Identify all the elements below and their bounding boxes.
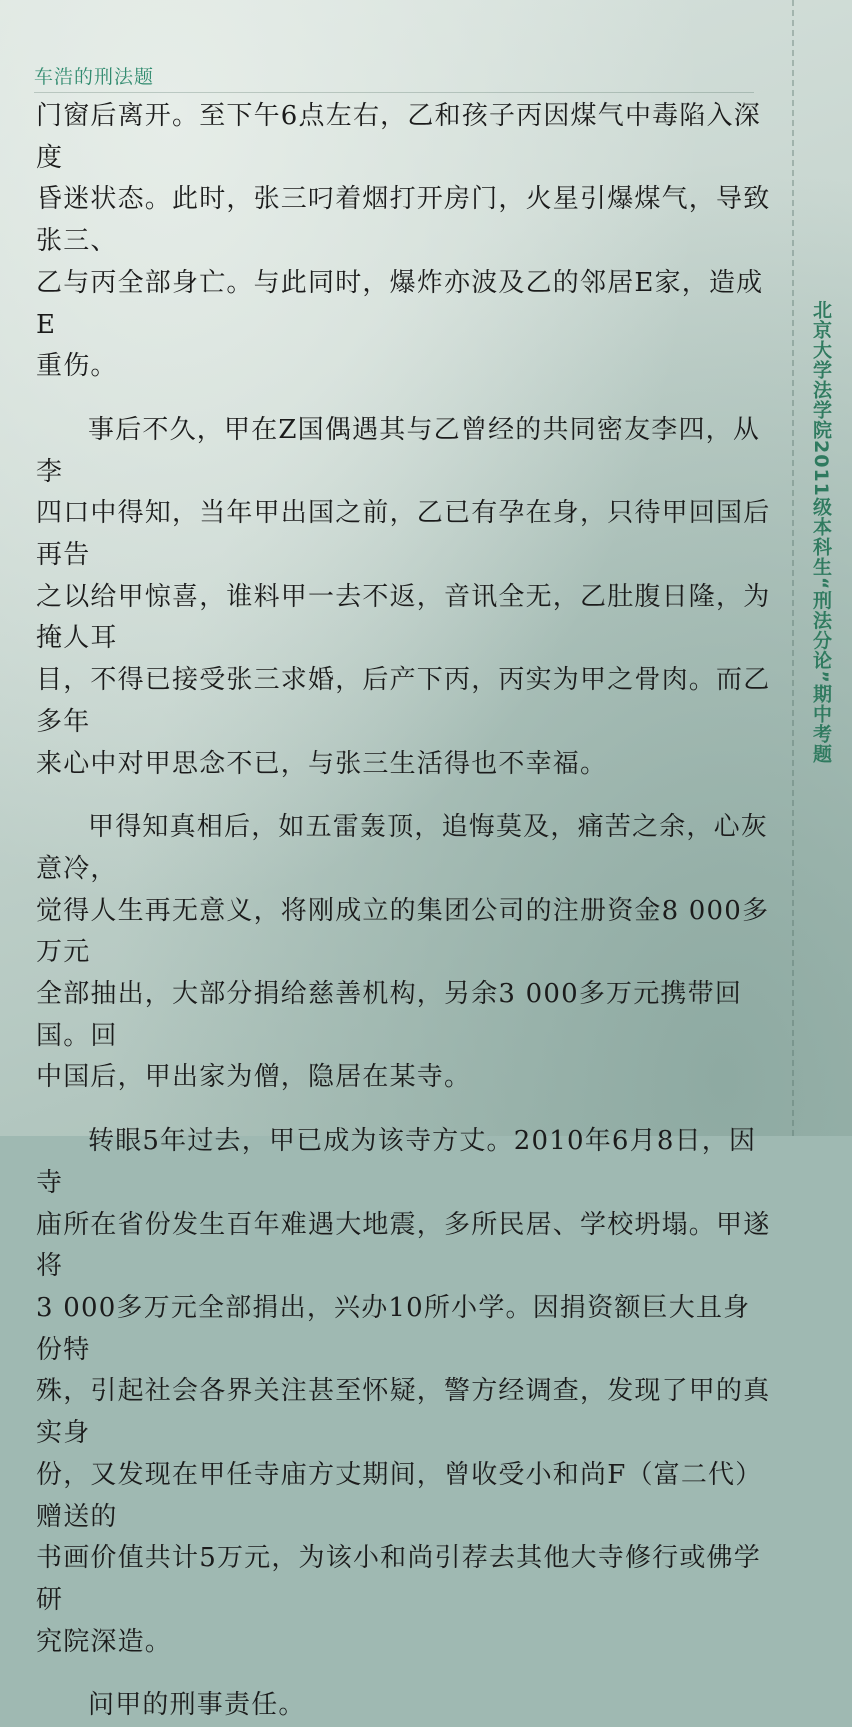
text-line: 重伤。 <box>36 351 118 382</box>
running-head: 车浩的刑法题 <box>34 66 155 88</box>
text-line: 昏迷状态。此时，张三叼着烟打开房门，火星引爆煤气，导致张三、 <box>36 184 771 257</box>
body-text <box>36 96 776 1727</box>
text-line: 之以给甲惊喜，谁料甲一去不返，音讯全无，乙肚腹日隆，为掩人耳 <box>36 581 771 654</box>
text-line: 问甲的刑事责任。 <box>88 1690 306 1721</box>
text-line: 四口中得知，当年甲出国之前，乙已有孕在身，只待甲回国后再告 <box>36 498 771 571</box>
text-line: 甲得知真相后，如五雷轰顶，追悔莫及，痛苦之余，心灰意冷， <box>36 812 769 884</box>
side-note-vertical: 北京大学法学院2011级本科生“刑法分论”期中考题 <box>810 300 832 764</box>
paragraph-gap <box>36 388 776 410</box>
header-divider <box>34 92 754 93</box>
text-line: 中国后，甲出家为僧，隐居在某寺。 <box>36 1062 472 1093</box>
text-line: 来心中对甲思念不已，与张三生活得也不幸福。 <box>36 748 608 779</box>
text-line: 3 000多万元全部捐出，兴办10所小学。因捐资额巨大且身份特 <box>36 1292 751 1365</box>
text-line: 庙所在省份发生百年难遇大地震，多所民居、学校坍塌。甲遂将 <box>36 1209 771 1282</box>
paragraph-3 <box>36 807 776 1099</box>
text-line: 书画价值共计5万元，为该小和尚引荐去其他大寺修行或佛学研 <box>36 1543 761 1615</box>
text-line: 事后不久，甲在Z国偶遇其与乙曾经的共同密友李四，从李 <box>36 414 761 487</box>
text-line: 乙与丙全部身亡。与此同时，爆炸亦波及乙的邻居E家，造成E <box>36 267 764 340</box>
paragraph-gap <box>36 1663 776 1685</box>
paragraph-1 <box>36 96 776 388</box>
paragraph-5 <box>36 1685 776 1727</box>
text-line: 份，又发现在甲任寺庙方丈期间，曾收受小和尚F（富二代）赠送的 <box>36 1459 763 1532</box>
page-fold-line <box>792 0 794 1136</box>
paragraph-gap <box>36 785 776 807</box>
text-line: 转眼5年过去，甲已成为该寺方丈。2010年6月8日，因寺 <box>36 1126 757 1198</box>
paragraph-gap <box>36 1099 776 1121</box>
paragraph-2 <box>36 410 776 785</box>
paragraph-4 <box>36 1121 776 1663</box>
text-line: 门窗后离开。至下午6点左右，乙和孩子丙因煤气中毒陷入深度 <box>36 101 761 173</box>
text-line: 全部抽出，大部分捐给慈善机构，另余3 000多万元携带回国。回 <box>36 979 743 1051</box>
text-line: 觉得人生再无意义，将刚成立的集团公司的注册资金8 000多万元 <box>36 895 770 968</box>
text-line: 究院深造。 <box>36 1626 173 1657</box>
text-line: 殊，引起社会各界关注甚至怀疑，警方经调查，发现了甲的真实身 <box>36 1376 771 1449</box>
text-line: 目，不得已接受张三求婚，后产下丙，丙实为甲之骨肉。而乙多年 <box>36 665 771 737</box>
